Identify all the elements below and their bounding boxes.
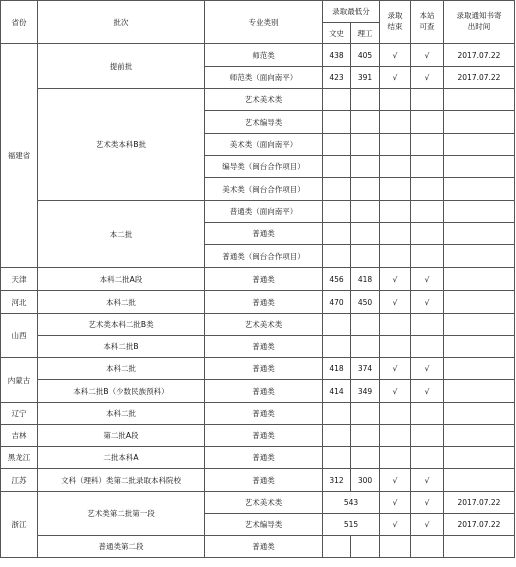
wenshi-score-cell	[323, 336, 351, 358]
header-category: 专业类别	[205, 1, 323, 44]
category-cell: 普通类	[205, 425, 323, 447]
site-query-cell: √	[411, 469, 444, 492]
notice-date-cell	[444, 134, 515, 156]
site-query-cell	[411, 314, 444, 336]
wenshi-score-cell	[323, 245, 351, 268]
site-query-cell	[411, 425, 444, 447]
admit-end-cell	[380, 89, 411, 111]
table-row	[1, 469, 515, 492]
wenshi-score-cell	[323, 134, 351, 156]
category-cell: 普通类	[205, 447, 323, 469]
table-row	[1, 358, 515, 380]
province-hebei: 河北	[1, 291, 38, 314]
wenshi-score-cell	[323, 314, 351, 336]
admit-end-cell	[380, 201, 411, 223]
site-query-cell	[411, 245, 444, 268]
notice-date-cell	[444, 201, 515, 223]
province-fujian: 福建省	[1, 44, 38, 268]
province-jilin: 吉林	[1, 425, 38, 447]
header-notice-line2: 出时间	[467, 22, 491, 31]
category-cell: 艺术编导类	[205, 111, 323, 134]
admit-end-cell	[380, 245, 411, 268]
notice-date-cell	[444, 314, 515, 336]
category-cell: 普通类（闽台合作项目）	[205, 245, 323, 268]
wenshi-score-cell	[323, 425, 351, 447]
category-cell: 普通类（面向南平）	[205, 201, 323, 223]
province-tianjin: 天津	[1, 268, 38, 291]
category-cell: 艺术编导类	[205, 514, 323, 536]
batch-ln-benke-erpi: 本科二批	[38, 403, 205, 425]
category-cell: 美术类（闽台合作项目）	[205, 178, 323, 201]
batch-ben-erpi: 本二批	[38, 201, 205, 268]
ligong-score-cell	[351, 447, 380, 469]
notice-date-cell	[444, 380, 515, 403]
header-admit-end-line2: 结束	[387, 22, 403, 31]
site-query-cell	[411, 536, 444, 558]
wenshi-score-cell: 312	[323, 469, 351, 492]
notice-date-cell	[444, 425, 515, 447]
combined-score-cell: 543	[323, 492, 380, 514]
ligong-score-cell	[351, 89, 380, 111]
site-query-cell	[411, 156, 444, 178]
category-cell: 普通类	[205, 291, 323, 314]
notice-date-cell	[444, 223, 515, 245]
admit-end-cell	[380, 223, 411, 245]
table-row	[1, 492, 515, 514]
ligong-score-cell: 374	[351, 358, 380, 380]
ligong-score-cell: 418	[351, 268, 380, 291]
site-query-cell	[411, 89, 444, 111]
notice-date-cell	[444, 268, 515, 291]
site-query-cell	[411, 223, 444, 245]
header-min-score: 录取最低分	[323, 1, 380, 23]
batch-nmg-benke-erpi: 本科二批	[38, 358, 205, 380]
category-cell: 师范类（面向南平）	[205, 67, 323, 89]
site-query-cell	[411, 447, 444, 469]
category-cell: 编导类（闽台合作项目）	[205, 156, 323, 178]
ligong-score-cell	[351, 336, 380, 358]
province-neimenggu: 内蒙古	[1, 358, 38, 403]
table-row	[1, 291, 515, 314]
wenshi-score-cell: 423	[323, 67, 351, 89]
ligong-score-cell	[351, 425, 380, 447]
notice-date-cell: 2017.07.22	[444, 67, 515, 89]
site-query-cell: √	[411, 492, 444, 514]
header-admit-end	[380, 1, 411, 44]
notice-date-cell	[444, 291, 515, 314]
ligong-score-cell: 405	[351, 44, 380, 67]
table-row	[1, 447, 515, 469]
header-notice-time	[444, 1, 515, 44]
batch-jl-dierpi-a: 第二批A段	[38, 425, 205, 447]
table-row	[1, 425, 515, 447]
category-cell: 艺术美术类	[205, 89, 323, 111]
admit-end-cell: √	[380, 380, 411, 403]
ligong-score-cell: 391	[351, 67, 380, 89]
admit-end-cell	[380, 447, 411, 469]
table-row	[1, 336, 515, 358]
category-cell: 艺术美术类	[205, 492, 323, 514]
admit-end-cell: √	[380, 268, 411, 291]
wenshi-score-cell: 418	[323, 358, 351, 380]
table-row	[1, 536, 515, 558]
admit-end-cell: √	[380, 358, 411, 380]
admit-end-cell: √	[380, 492, 411, 514]
province-heilongjiang: 黑龙江	[1, 447, 38, 469]
ligong-score-cell	[351, 156, 380, 178]
admit-end-cell: √	[380, 291, 411, 314]
header-site-query-line1: 本站	[419, 11, 435, 21]
notice-date-cell	[444, 447, 515, 469]
notice-date-cell	[444, 245, 515, 268]
header-site-query	[411, 1, 444, 44]
ligong-score-cell: 349	[351, 380, 380, 403]
combined-score-cell: 515	[323, 514, 380, 536]
admit-end-cell: √	[380, 44, 411, 67]
admit-end-cell: √	[380, 469, 411, 492]
category-cell: 师范类	[205, 44, 323, 67]
notice-date-cell	[444, 111, 515, 134]
admit-end-cell	[380, 336, 411, 358]
site-query-cell	[411, 403, 444, 425]
table-row	[1, 201, 515, 223]
site-query-cell: √	[411, 514, 444, 536]
header-site-query-line2: 可查	[419, 22, 435, 31]
ligong-score-cell	[351, 536, 380, 558]
batch-yishu-benke-b: 艺术类本科B批	[38, 89, 205, 201]
header-notice-line1: 录取通知书寄	[456, 11, 502, 21]
admit-end-cell	[380, 403, 411, 425]
batch-benke-erpi-a: 本科二批A段	[38, 268, 205, 291]
notice-date-cell	[444, 178, 515, 201]
wenshi-score-cell	[323, 89, 351, 111]
ligong-score-cell	[351, 178, 380, 201]
category-cell: 普通类	[205, 336, 323, 358]
batch-zj-putong-2: 普通类第二段	[38, 536, 205, 558]
site-query-cell: √	[411, 67, 444, 89]
site-query-cell: √	[411, 44, 444, 67]
admit-end-cell	[380, 156, 411, 178]
batch-tiqian: 提前批	[38, 44, 205, 89]
batch-benke-erpi-b: 本科二批B	[38, 336, 205, 358]
notice-date-cell	[444, 358, 515, 380]
category-cell: 美术类（面向南平）	[205, 134, 323, 156]
table-row	[1, 403, 515, 425]
table-row	[1, 44, 515, 67]
batch-nmg-erpi-b-minzu: 本科二批B（少数民族预科）	[38, 380, 205, 403]
category-cell: 普通类	[205, 358, 323, 380]
wenshi-score-cell	[323, 178, 351, 201]
notice-date-cell	[444, 469, 515, 492]
site-query-cell	[411, 111, 444, 134]
site-query-cell	[411, 201, 444, 223]
province-liaoning: 辽宁	[1, 403, 38, 425]
notice-date-cell	[444, 336, 515, 358]
table-row	[1, 89, 515, 111]
admit-end-cell	[380, 314, 411, 336]
notice-date-cell	[444, 156, 515, 178]
batch-zj-yishu-erpi-1: 艺术类第二批第一段	[38, 492, 205, 536]
wenshi-score-cell: 414	[323, 380, 351, 403]
batch-js-wenke: 文科（理科）类第二批录取本科院校	[38, 469, 205, 492]
ligong-score-cell	[351, 111, 380, 134]
table-row	[1, 314, 515, 336]
header-admit-end-line1: 录取	[387, 11, 403, 21]
wenshi-score-cell: 470	[323, 291, 351, 314]
site-query-cell: √	[411, 358, 444, 380]
wenshi-score-cell: 456	[323, 268, 351, 291]
admit-end-cell: √	[380, 67, 411, 89]
ligong-score-cell	[351, 223, 380, 245]
admit-end-cell	[380, 111, 411, 134]
header-batch: 批次	[38, 1, 205, 44]
ligong-score-cell	[351, 245, 380, 268]
wenshi-score-cell	[323, 201, 351, 223]
wenshi-score-cell	[323, 156, 351, 178]
header-ligong: 理工	[351, 23, 380, 44]
notice-date-cell	[444, 536, 515, 558]
category-cell: 普通类	[205, 223, 323, 245]
wenshi-score-cell	[323, 447, 351, 469]
notice-date-cell	[444, 403, 515, 425]
ligong-score-cell	[351, 403, 380, 425]
wenshi-score-cell	[323, 111, 351, 134]
admit-end-cell: √	[380, 514, 411, 536]
site-query-cell	[411, 134, 444, 156]
wenshi-score-cell: 438	[323, 44, 351, 67]
site-query-cell: √	[411, 291, 444, 314]
batch-hlj-erpi-a: 二批本科A	[38, 447, 205, 469]
admit-end-cell	[380, 536, 411, 558]
category-cell: 普通类	[205, 380, 323, 403]
ligong-score-cell	[351, 201, 380, 223]
province-shanxi: 山西	[1, 314, 38, 358]
ligong-score-cell	[351, 314, 380, 336]
category-cell: 普通类	[205, 268, 323, 291]
site-query-cell	[411, 178, 444, 201]
wenshi-score-cell	[323, 403, 351, 425]
admit-end-cell	[380, 425, 411, 447]
wenshi-score-cell	[323, 536, 351, 558]
header-wenshi: 文史	[323, 23, 351, 44]
wenshi-score-cell	[323, 223, 351, 245]
category-cell: 普通类	[205, 536, 323, 558]
batch-yishu-erpi-b: 艺术类本科二批B类	[38, 314, 205, 336]
table-row	[1, 380, 515, 403]
province-jiangsu: 江苏	[1, 469, 38, 492]
notice-date-cell: 2017.07.22	[444, 492, 515, 514]
ligong-score-cell: 300	[351, 469, 380, 492]
ligong-score-cell	[351, 134, 380, 156]
ligong-score-cell: 450	[351, 291, 380, 314]
header-province: 省份	[1, 1, 38, 44]
site-query-cell: √	[411, 268, 444, 291]
table-row	[1, 268, 515, 291]
site-query-cell	[411, 336, 444, 358]
notice-date-cell: 2017.07.22	[444, 44, 515, 67]
province-zhejiang: 浙江	[1, 492, 38, 558]
notice-date-cell: 2017.07.22	[444, 514, 515, 536]
category-cell: 艺术美术类	[205, 314, 323, 336]
category-cell: 普通类	[205, 403, 323, 425]
admit-end-cell	[380, 134, 411, 156]
admit-end-cell	[380, 178, 411, 201]
category-cell: 普通类	[205, 469, 323, 492]
notice-date-cell	[444, 89, 515, 111]
batch-benke-erpi: 本科二批	[38, 291, 205, 314]
site-query-cell: √	[411, 380, 444, 403]
